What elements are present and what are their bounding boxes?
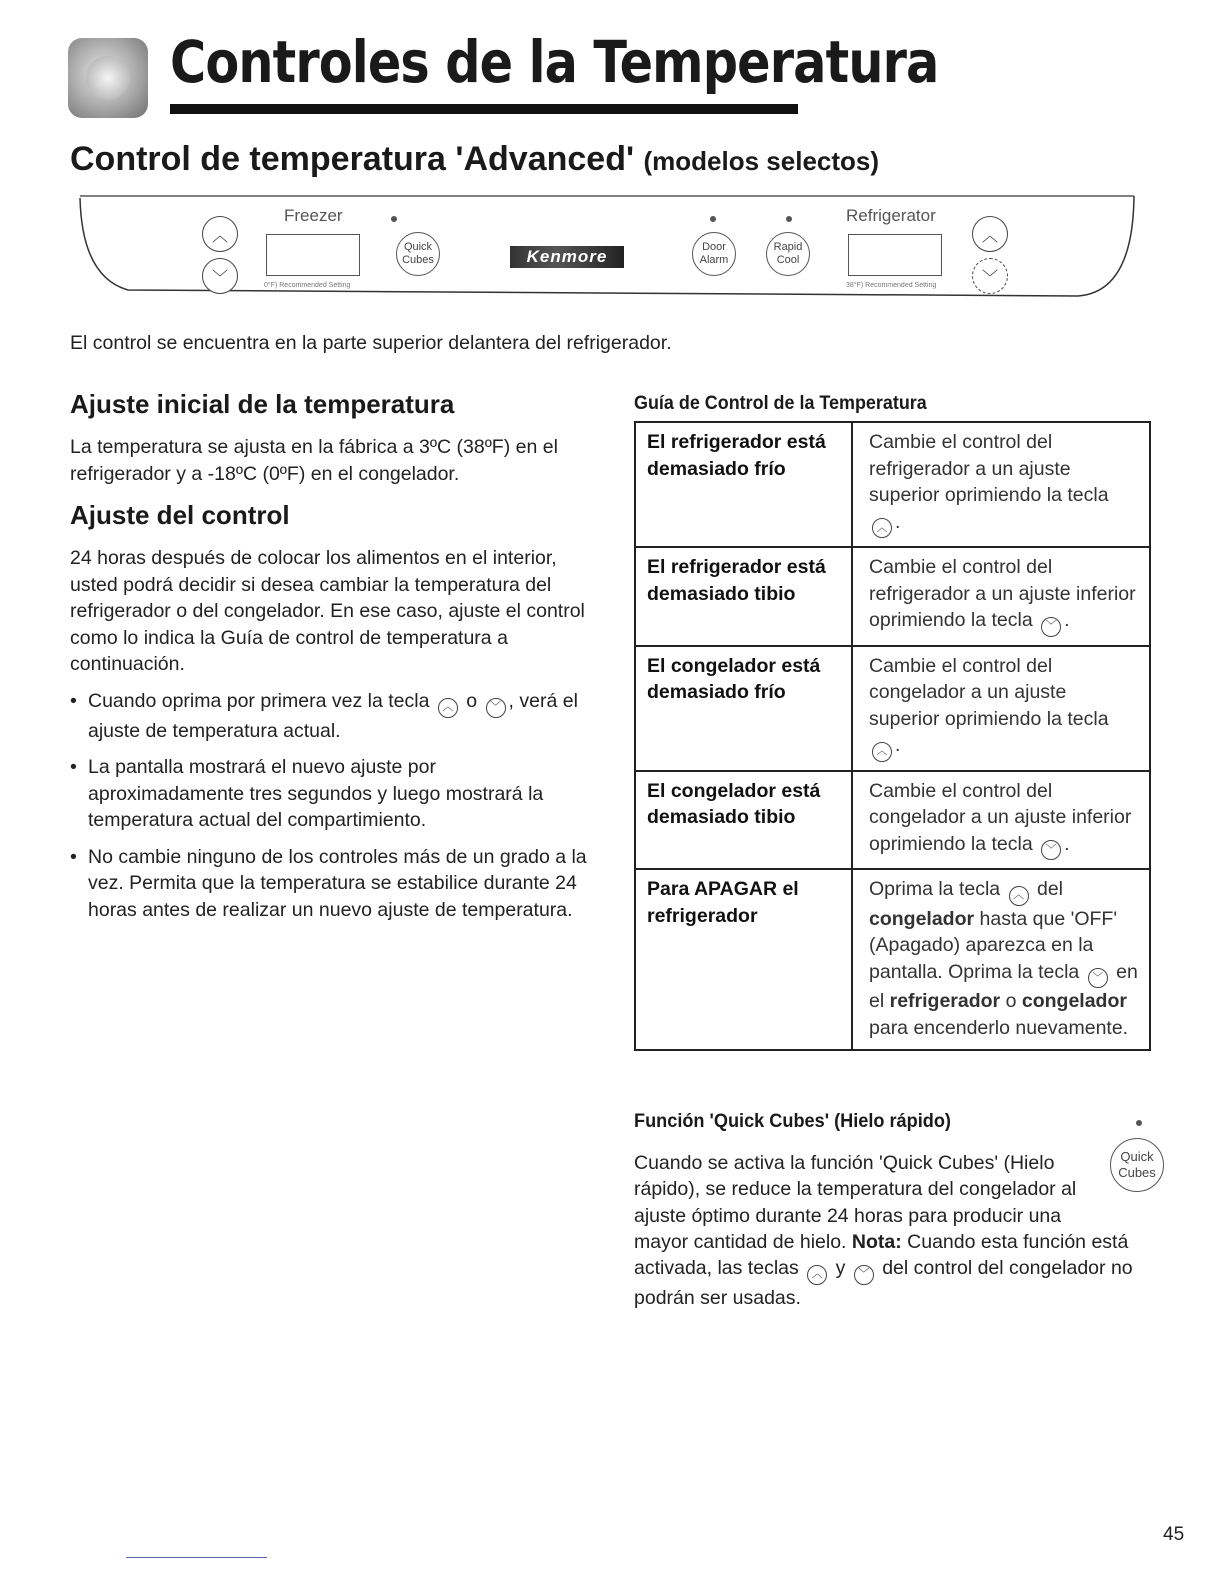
off-text-5: o — [1005, 990, 1017, 1012]
adjust-text: 24 horas después de colocar los alimentos en el interior, usted podrá decidir si desea cambiar la temperatura del refrigerador o del congelador. En ese caso, ajuste el control como lo indica la Guía de control de temperatura a continuación. — [70, 547, 585, 675]
quick-cubes-label-1: Quick — [403, 241, 433, 253]
quick-cubes-icon-button — [1110, 1138, 1164, 1192]
refrigerator-recommended: 38°F) Recommended Setting — [846, 282, 937, 289]
bullet-item: • La pantalla mostrará el nuevo ajuste por aproximadamente tres segundos y luego mostrará la temperatura actual del compartimiento. — [70, 754, 590, 834]
bullet-item — [70, 688, 590, 744]
off-text-2: del — [1036, 878, 1064, 900]
indicator-dot — [391, 216, 397, 222]
freezer-label: Freezer — [284, 206, 343, 225]
rapid-cool-label-1: Rapid — [773, 241, 803, 253]
action-text: Cambie el control del refrigerador a un ajuste inferior oprimiendo la tecla — [869, 556, 1136, 631]
table-row — [635, 422, 1150, 547]
chevron-up-icon: ︿ — [438, 698, 458, 718]
chevron-down-icon: ﹀ — [211, 269, 228, 287]
qc-text-3: y — [835, 1257, 846, 1280]
table-row — [635, 771, 1150, 870]
door-alarm-label-1: Door — [702, 241, 726, 253]
condition-cell: El refrigerador está demasiado tibio — [635, 547, 852, 646]
brand-logo: Kenmore — [510, 246, 624, 268]
door-alarm-label-2: Alarm — [699, 254, 729, 266]
quick-cubes-text — [634, 1150, 1154, 1311]
action-text: Cambie el control del refrigerador a un ajuste superior oprimiendo la tecla — [869, 431, 1109, 506]
condition-cell: El congelador está demasiado tibio — [635, 771, 852, 870]
chevron-down-icon: ﹀ — [1041, 840, 1061, 860]
title-rule — [170, 104, 798, 114]
qc-button-label-2: Cubes — [1118, 1165, 1156, 1180]
off-bold-2: refrigerador — [889, 990, 1001, 1012]
bullet1-or: o — [466, 690, 478, 712]
chevron-up-icon: ︿ — [807, 1265, 827, 1285]
refrigerator-display — [848, 234, 942, 276]
section-heading — [70, 140, 879, 179]
quick-cubes-label-2: Cubes — [402, 254, 434, 266]
chevron-up-icon: ︿ — [872, 518, 892, 538]
adjust-heading: Ajuste del control — [70, 500, 290, 530]
action-cell: Cambie el control del congelador a un ajuste inferior oprimiendo la tecla ﹀ . — [852, 771, 1150, 870]
condition-cell: El refrigerador está demasiado frío — [635, 422, 852, 547]
refrigerator-down-button[interactable] — [972, 258, 1008, 294]
off-text-1: Oprima la tecla — [869, 878, 1001, 900]
qc-button-label-1: Quick — [1120, 1149, 1154, 1164]
condition-cell: El congelador está demasiado frío — [635, 646, 852, 771]
bullet-item: • No cambie ninguno de los controles más de un grado a la vez. Permita que la temperatura se estabilice durante 24 horas antes de realizar un nuevo ajuste de temperatura. — [70, 844, 590, 924]
off-bold-3: congelador — [1021, 990, 1127, 1012]
condition-cell: Para APAGAR el refrigerador — [635, 869, 852, 1050]
chevron-up-icon: ︿ — [981, 227, 998, 245]
chevron-down-icon: ﹀ — [486, 698, 506, 718]
refrigerator-up-button[interactable] — [972, 216, 1008, 252]
control-panel — [78, 192, 1136, 302]
dial-icon — [68, 38, 148, 118]
qc-text-1: Cuando se activa la función 'Quick Cubes' (Hielo rápido), se reduce la temperatura del congelador al ajuste óptimo durante 24 horas para producir una mayor cantidad de hielo. — [634, 1152, 1077, 1253]
action-cell: Cambie el control del refrigerador a un ajuste inferior oprimiendo la tecla ﹀ . — [852, 547, 1150, 646]
freezer-down-button[interactable] — [202, 258, 238, 294]
bullet1-text-b: , verá el ajuste de temperatura actual. — [88, 690, 578, 742]
section-subtitle: (modelos selectos) — [643, 146, 880, 176]
rapid-cool-button[interactable] — [766, 232, 810, 276]
off-bold-1: congelador — [869, 907, 975, 930]
page-title: Controles de la Temperatura — [170, 28, 939, 96]
refrigerator-label: Refrigerator — [846, 206, 936, 225]
guide-title: Guía de Control de la Temperatura — [634, 392, 927, 414]
quick-cubes-button[interactable] — [396, 232, 440, 276]
adjust-bullets — [70, 688, 590, 933]
action-cell: Cambie el control del refrigerador a un ajuste superior oprimiendo la tecla ︿ . — [852, 422, 1150, 547]
freezer-up-button[interactable] — [202, 216, 238, 252]
table-row — [635, 869, 1150, 1050]
table-row — [635, 547, 1150, 646]
temperature-guide-table — [634, 421, 1151, 1051]
off-text-4: en el — [869, 960, 1138, 1012]
indicator-dot — [1136, 1120, 1142, 1126]
section-title: Control de temperatura 'Advanced' — [70, 140, 635, 178]
initial-heading: Ajuste inicial de la temperatura — [70, 389, 455, 419]
off-text-3: hasta que 'OFF' (Apagado) aparezca en la pantalla. Oprima la tecla — [869, 907, 1118, 983]
door-alarm-button[interactable] — [692, 232, 736, 276]
action-text: Cambie el control del congelador a un ajuste superior oprimiendo la tecla — [869, 654, 1109, 730]
chevron-down-icon: ﹀ — [1088, 968, 1108, 988]
freezer-recommended: 0°F) Recommended Setting — [264, 282, 351, 289]
indicator-dot — [710, 216, 716, 222]
action-cell — [852, 869, 1150, 1050]
rapid-cool-label-2: Cool — [776, 254, 800, 266]
bullet1-text-a: Cuando oprima por primera vez la tecla — [88, 690, 430, 712]
page-number: 45 — [1163, 1524, 1185, 1545]
intro-text: El control se encuentra en la parte superior delantera del refrigerador. — [70, 332, 672, 354]
chevron-up-icon: ︿ — [211, 227, 228, 245]
qc-text-4: del control del congelador no podrán ser usadas. — [634, 1257, 1133, 1309]
initial-text: La temperatura se ajusta en la fábrica a 3ºC (38ºF) en el refrigerador y a -18ºC (0ºF) en el congelador. — [70, 436, 558, 485]
chevron-down-icon: ﹀ — [981, 269, 998, 287]
table-row — [635, 646, 1150, 771]
action-text: Cambie el control del congelador a un ajuste inferior oprimiendo la tecla — [869, 779, 1132, 855]
freezer-display — [266, 234, 360, 276]
qc-text-2: Cuando esta función está activada, las teclas — [634, 1230, 1129, 1280]
chevron-up-icon: ︿ — [1009, 886, 1029, 906]
quick-cubes-figure — [1088, 1150, 1154, 1210]
quick-cubes-title: Función 'Quick Cubes' (Hielo rápido) — [634, 1110, 951, 1132]
indicator-dot — [786, 216, 792, 222]
chevron-up-icon: ︿ — [872, 742, 892, 762]
action-cell: Cambie el control del congelador a un ajuste superior oprimiendo la tecla ︿ . — [852, 646, 1150, 771]
off-text-6: para encenderlo nuevamente. — [869, 1016, 1129, 1039]
chevron-down-icon: ﹀ — [1041, 617, 1061, 637]
footer-line — [126, 1557, 267, 1558]
chevron-down-icon: ﹀ — [854, 1265, 874, 1285]
qc-note-label: Nota: — [851, 1230, 902, 1253]
